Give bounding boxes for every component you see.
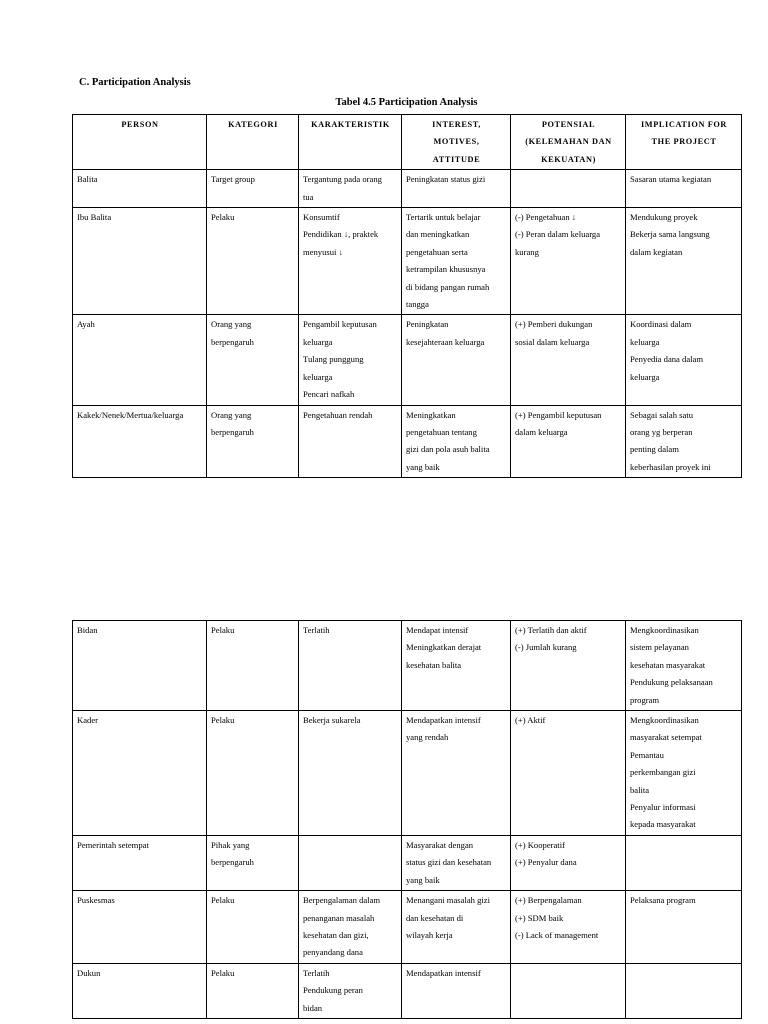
cell-line: pengetahuan tentang xyxy=(406,426,477,437)
cell-line: Pelaku xyxy=(211,625,235,635)
cell-person xyxy=(73,711,207,836)
cell-line: (+) Kooperatif xyxy=(515,839,565,850)
cell-person xyxy=(73,405,207,478)
cell-line: Bidan xyxy=(77,625,98,635)
cell-kategori xyxy=(207,170,299,208)
cell-line: (-) Lack of management xyxy=(515,929,599,940)
cell-potensial xyxy=(511,621,626,711)
cell-line: Menangani masalah gizi xyxy=(406,895,490,906)
cell-line: tua xyxy=(303,191,314,202)
cell-line: kesehatan dan gizi, xyxy=(303,929,369,940)
cell-line: Orang yang xyxy=(211,409,252,420)
cell-line: dalam kegiatan xyxy=(630,246,683,257)
cell-line: Pendukung pelaksanaan xyxy=(630,677,713,688)
cell-line: Mengkoordinasikan xyxy=(630,625,699,635)
cell-potensial xyxy=(511,963,626,1018)
cell-line: (+) Penyalur dana xyxy=(515,857,577,868)
cell-line: Terlatih xyxy=(303,967,330,978)
cell-line: dan meningkatkan xyxy=(406,229,470,240)
cell-line: Tertarik untuk belajar xyxy=(406,212,481,223)
cell-interest xyxy=(402,711,511,836)
cell-line: penanganan masalah xyxy=(303,912,375,923)
cell-line: Target group xyxy=(211,174,255,185)
cell-line: Masyarakat dengan xyxy=(406,839,474,850)
cell-person xyxy=(73,963,207,1018)
cell-line: Tulang punggung xyxy=(303,354,364,365)
cell-potensial xyxy=(511,891,626,964)
cell-interest xyxy=(402,170,511,208)
cell-line: Mendapatkan intensif xyxy=(406,715,481,726)
table-row xyxy=(73,891,742,964)
cell-potensial xyxy=(511,208,626,315)
cell-line: Pelaku xyxy=(211,715,235,726)
cell-line: berpengaruh xyxy=(211,426,254,437)
cell-line: Pendukung peran xyxy=(303,985,363,996)
cell-line: wilayah kerja xyxy=(406,929,453,940)
cell-implication xyxy=(626,621,742,711)
cell-line: Pihak yang xyxy=(211,839,250,850)
participation-table-part-1 xyxy=(72,114,742,478)
cell-line: kurang xyxy=(515,246,539,257)
cell-line: Penyedia dana dalam xyxy=(630,354,704,365)
cell-line: berpengaruh xyxy=(211,857,254,868)
table-row xyxy=(73,621,742,711)
cell-line: Ibu Balita xyxy=(77,212,112,223)
cell-line: (-) Jumlah kurang xyxy=(515,642,577,653)
cell-line: Balita xyxy=(77,174,98,185)
cell-line: keluarga xyxy=(630,336,660,347)
cell-line: kesejahteraan keluarga xyxy=(406,336,485,347)
cell-line: ketrampilan khususnya xyxy=(406,264,486,275)
cell-kategori xyxy=(207,891,299,964)
cell-line: Koordinasi dalam xyxy=(630,319,692,330)
cell-kategori xyxy=(207,621,299,711)
cell-person xyxy=(73,315,207,405)
cell-line: gizi dan pola asuh balita xyxy=(406,444,490,455)
cell-line: menyusui ↓ xyxy=(303,246,343,257)
cell-line: penyandang dana xyxy=(303,947,363,958)
table-row xyxy=(73,315,742,405)
cell-implication xyxy=(626,315,742,405)
cell-implication xyxy=(626,405,742,478)
cell-line: Penyalur informasi xyxy=(630,802,696,813)
cell-potensial xyxy=(511,170,626,208)
table-body-part-2 xyxy=(73,621,742,1019)
cell-kategori xyxy=(207,835,299,890)
cell-line: Bekerja sukarela xyxy=(303,715,361,726)
cell-line: berpengaruh xyxy=(211,336,254,347)
cell-line: Berpengalaman dalam xyxy=(303,895,381,906)
cell-line: Peningkatan status gizi xyxy=(406,174,486,185)
cell-line: Dukun xyxy=(77,967,101,978)
cell-line: (-) Pengetahuan ↓ xyxy=(515,212,577,223)
cell-implication xyxy=(626,835,742,890)
cell-line: Pelaku xyxy=(211,212,235,223)
cell-line: Peningkatan xyxy=(406,319,449,330)
cell-line: sistem pelayanan xyxy=(630,642,689,653)
cell-line: Pelaku xyxy=(211,967,235,978)
cell-line: Tergantung pada orang xyxy=(303,174,382,185)
cell-interest xyxy=(402,891,511,964)
cell-line: bidan xyxy=(303,1002,323,1013)
cell-potensial xyxy=(511,315,626,405)
cell-kategori xyxy=(207,711,299,836)
cell-line: (+) Terlatih dan aktif xyxy=(515,625,587,635)
cell-line: Meningkatkan derajat xyxy=(406,642,482,653)
cell-line: kepada masyarakat xyxy=(630,819,696,830)
cell-line: (+) Berpengalaman xyxy=(515,895,582,906)
cell-line: (+) Pengambil keputusan xyxy=(515,409,602,420)
cell-line: tangga xyxy=(406,299,429,310)
table-row xyxy=(73,835,742,890)
cell-kategori xyxy=(207,208,299,315)
cell-implication xyxy=(626,963,742,1018)
cell-line: Bekerja sama langsung xyxy=(630,229,710,240)
cell-line: Terlatih xyxy=(303,625,330,635)
cell-interest xyxy=(402,405,511,478)
cell-line: yang rendah xyxy=(406,732,449,743)
table-header-row xyxy=(73,115,742,170)
table-row xyxy=(73,405,742,478)
cell-implication xyxy=(626,711,742,836)
cell-line: masyarakat setempat xyxy=(630,732,702,743)
cell-line: Pendidikan ↓, praktek xyxy=(303,229,379,240)
header-implication: IMPLICATION FOR THE PROJECT xyxy=(626,115,742,170)
cell-line: dan kesehatan di xyxy=(406,912,464,923)
cell-line: Pengambil keputusan xyxy=(303,319,377,330)
cell-line: di bidang pangan rumah xyxy=(406,281,490,292)
cell-line: Konsumtif xyxy=(303,212,340,223)
cell-line: dalam keluarga xyxy=(515,426,568,437)
header-kategori: KATEGORI xyxy=(207,115,299,170)
cell-line: yang baik xyxy=(406,461,440,472)
cell-interest xyxy=(402,963,511,1018)
cell-line: Mengkoordinasikan xyxy=(630,715,699,726)
cell-karakteristik xyxy=(299,963,402,1018)
cell-karakteristik xyxy=(299,891,402,964)
cell-line: balita xyxy=(630,784,650,795)
cell-implication xyxy=(626,170,742,208)
cell-line: kesehatan masyarakat xyxy=(630,659,706,670)
cell-person xyxy=(73,170,207,208)
cell-line: Orang yang xyxy=(211,319,252,330)
cell-line: status gizi dan kesehatan xyxy=(406,857,492,868)
cell-interest xyxy=(402,621,511,711)
table-row xyxy=(73,170,742,208)
cell-line: Pemerintah setempat xyxy=(77,839,149,850)
cell-karakteristik xyxy=(299,170,402,208)
cell-line: Sebagai salah satu xyxy=(630,409,694,420)
cell-line: perkembangan gizi xyxy=(630,767,696,778)
cell-karakteristik xyxy=(299,315,402,405)
cell-kategori xyxy=(207,405,299,478)
header-karakteristik: KARAKTERISTIK xyxy=(299,115,402,170)
cell-line: keluarga xyxy=(303,336,333,347)
cell-line: keluarga xyxy=(630,371,660,382)
cell-potensial xyxy=(511,405,626,478)
cell-line: (+) Aktif xyxy=(515,715,546,726)
cell-line: Puskesmas xyxy=(77,895,115,906)
cell-line: orang yg berperan xyxy=(630,426,693,437)
cell-line: keberhasilan proyek ini xyxy=(630,461,711,472)
cell-line: penting dalam xyxy=(630,444,679,455)
cell-kategori xyxy=(207,315,299,405)
cell-line: (-) Peran dalam keluarga xyxy=(515,229,601,240)
cell-line: kesehatan balita xyxy=(406,659,462,670)
cell-person xyxy=(73,621,207,711)
cell-line: Ayah xyxy=(77,319,95,330)
header-interest: INTEREST, MOTIVES, ATTITUDE xyxy=(402,115,511,170)
participation-table-part-2 xyxy=(72,620,742,1019)
cell-karakteristik xyxy=(299,835,402,890)
table-row xyxy=(73,963,742,1018)
cell-line: Meningkatkan xyxy=(406,409,456,420)
cell-line: Mendapatkan intensif xyxy=(406,967,481,978)
cell-interest xyxy=(402,315,511,405)
header-potensial: POTENSIAL (KELEMAHAN DAN KEKUATAN) xyxy=(511,115,626,170)
cell-line: keluarga xyxy=(303,371,333,382)
cell-potensial xyxy=(511,835,626,890)
cell-line: (+) SDM baik xyxy=(515,912,564,923)
cell-line: Pemantau xyxy=(630,749,664,760)
cell-line: Kader xyxy=(77,715,98,726)
cell-line: program xyxy=(630,694,660,705)
cell-person xyxy=(73,835,207,890)
cell-line: Pelaksana program xyxy=(630,895,696,906)
cell-line: Pengetahuan rendah xyxy=(303,409,373,420)
table-caption: Tabel 4.5 Participation Analysis xyxy=(335,97,478,108)
cell-line: yang baik xyxy=(406,874,440,885)
header-person: PERSON xyxy=(73,115,207,170)
table-row xyxy=(73,711,742,836)
cell-karakteristik xyxy=(299,621,402,711)
table-body-part-1 xyxy=(73,170,742,478)
cell-line: Sasaran utama kegiatan xyxy=(630,174,712,185)
cell-line: Mendapat intensif xyxy=(406,625,469,635)
cell-kategori xyxy=(207,963,299,1018)
cell-line: Pelaku xyxy=(211,895,235,906)
cell-interest xyxy=(402,835,511,890)
section-heading: C. Participation Analysis xyxy=(79,77,191,88)
cell-implication xyxy=(626,208,742,315)
cell-line: Kakek/Nenek/Mertua/keluarga xyxy=(77,409,184,420)
cell-karakteristik xyxy=(299,405,402,478)
cell-line: Mendukung proyek xyxy=(630,212,698,223)
cell-line: Pencari nafkah xyxy=(303,389,355,400)
cell-interest xyxy=(402,208,511,315)
cell-person xyxy=(73,891,207,964)
cell-implication xyxy=(626,891,742,964)
cell-potensial xyxy=(511,711,626,836)
cell-person xyxy=(73,208,207,315)
cell-karakteristik xyxy=(299,711,402,836)
cell-line: (+) Pemberi dukungan xyxy=(515,319,593,330)
cell-line: sosial dalam keluarga xyxy=(515,336,590,347)
table-row xyxy=(73,208,742,315)
cell-karakteristik xyxy=(299,208,402,315)
cell-line: pengetahuan serta xyxy=(406,246,468,257)
